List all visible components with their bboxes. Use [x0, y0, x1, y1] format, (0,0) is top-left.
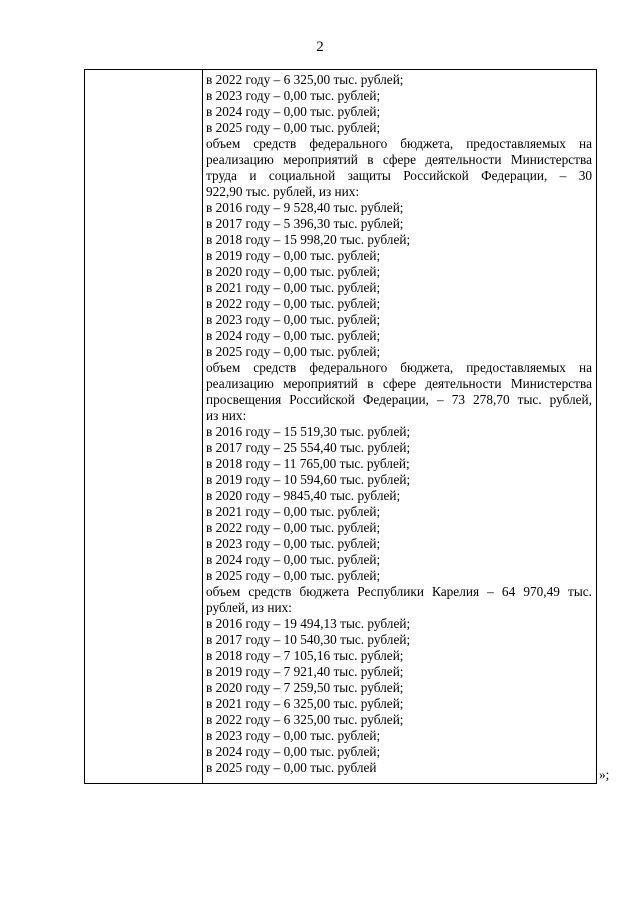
text-line: в 2022 году – 6 325,00 тыс. рублей; — [206, 712, 404, 727]
text-line: в 2025 году – 0,00 тыс. рублей; — [206, 568, 381, 583]
text-line: в 2019 году – 10 594,60 тыс. рублей; — [206, 472, 411, 487]
text-line: в 2017 году – 5 396,30 тыс. рублей; — [206, 216, 404, 231]
text-line: в 2022 году – 0,00 тыс. рублей; — [206, 296, 381, 311]
text-line: в 2016 году – 19 494,13 тыс. рублей; — [206, 616, 411, 631]
text-line: просвещения Российской Федерации, – 73 278,70 тыс. рублей, — [206, 392, 592, 407]
text-line: в 2016 году – 9 528,40 тыс. рублей; — [206, 200, 404, 215]
text-line: объем средств бюджета Республики Карелия – 64 970,49 тыс. — [206, 584, 592, 599]
text-line: реализацию мероприятий в сфере деятельности Министерства — [206, 376, 592, 391]
text-line: в 2022 году – 6 325,00 тыс. рублей; — [206, 72, 404, 87]
text-line: в 2025 году – 0,00 тыс. рублей; — [206, 120, 381, 135]
text-line: в 2018 году – 15 998,20 тыс. рублей; — [206, 232, 411, 247]
text-line: в 2019 году – 0,00 тыс. рублей; — [206, 248, 381, 263]
text-line: в 2018 году – 11 765,00 тыс. рублей; — [206, 456, 410, 471]
text-line: объем средств федерального бюджета, предоставляемых на — [206, 136, 592, 151]
text-line: в 2018 году – 7 105,16 тыс. рублей; — [206, 648, 404, 663]
text-line: рублей, из них: — [206, 600, 292, 615]
text-line: объем средств федерального бюджета, предоставляемых на — [206, 360, 592, 375]
text-line: в 2023 году – 0,00 тыс. рублей; — [206, 536, 381, 551]
text-line: в 2023 году – 0,00 тыс. рублей; — [206, 312, 381, 327]
text-line: в 2017 году – 25 554,40 тыс. рублей; — [206, 440, 411, 455]
document-table — [84, 69, 597, 784]
text-line: труда и социальной защиты Российской Федерации, – 30 — [206, 168, 592, 183]
text-line: в 2020 году – 9845,40 тыс. рублей; — [206, 488, 401, 503]
text-line: в 2021 году – 0,00 тыс. рублей; — [206, 504, 381, 519]
text-line: в 2023 году – 0,00 тыс. рублей; — [206, 728, 381, 743]
text-line: в 2021 году – 0,00 тыс. рублей; — [206, 280, 381, 295]
text-line: в 2017 году – 10 540,30 тыс. рублей; — [206, 632, 411, 647]
text-line: 922,90 тыс. рублей, из них: — [206, 184, 360, 199]
text-line: в 2016 году – 15 519,30 тыс. рублей; — [206, 424, 411, 439]
text-line: в 2025 году – 0,00 тыс. рублей — [206, 760, 377, 775]
text-line: в 2020 году – 7 259,50 тыс. рублей; — [206, 680, 404, 695]
text-line: в 2022 году – 0,00 тыс. рублей; — [206, 520, 381, 535]
text-line: в 2020 году – 0,00 тыс. рублей; — [206, 264, 381, 279]
page-number: 2 — [316, 39, 324, 55]
table-column-divider — [202, 70, 203, 783]
text-line: в 2019 году – 7 921,40 тыс. рублей; — [206, 664, 404, 679]
table-content-cell — [206, 72, 592, 776]
text-line: в 2024 году – 0,00 тыс. рублей; — [206, 552, 381, 567]
text-line: в 2024 году – 0,00 тыс. рублей; — [206, 744, 381, 759]
text-line: реализацию мероприятий в сфере деятельности Министерства — [206, 152, 592, 167]
text-line: в 2024 году – 0,00 тыс. рублей; — [206, 328, 381, 343]
closing-quote-mark: »; — [599, 767, 610, 782]
text-line: в 2024 году – 0,00 тыс. рублей; — [206, 104, 381, 119]
text-line: в 2025 году – 0,00 тыс. рублей; — [206, 344, 381, 359]
text-line: в 2021 году – 6 325,00 тыс. рублей; — [206, 696, 404, 711]
text-line: из них: — [206, 408, 247, 423]
text-line: в 2023 году – 0,00 тыс. рублей; — [206, 88, 381, 103]
